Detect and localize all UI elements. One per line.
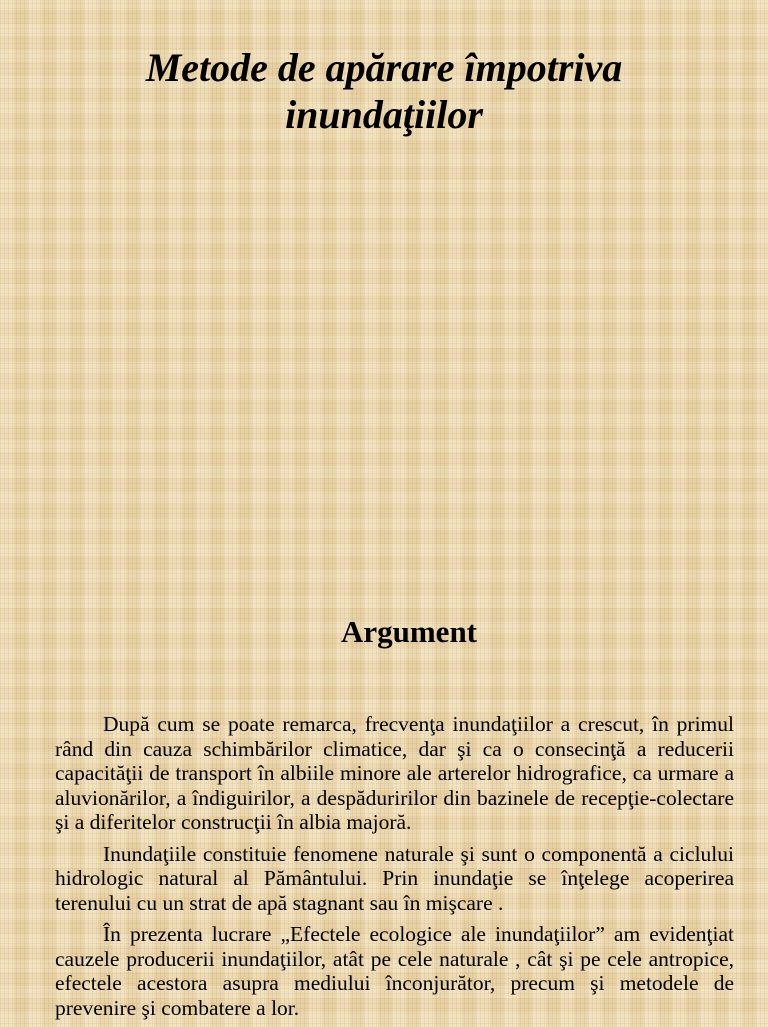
- body-text: [55, 712, 734, 1027]
- title-line-2: inundaţiilor: [285, 92, 483, 137]
- title-line-1: Metode de apărare împotriva: [145, 45, 623, 90]
- paragraph-1: După cum se poate remarca, frecvenţa inundaţiilor a crescut, în primul rând din cauza schimbărilor climatice, dar şi ca o consecinţă a reducerii capacităţii de transport în albiile minore ale arterelor hidrografice, ca urmare a aluvionărilor, a îndiguirilor, a despăduririlor din bazinele de recepţie-colectare şi a diferitelor construcţii în albia majoră.: [55, 712, 734, 834]
- document-title: [0, 44, 768, 138]
- section-heading: Argument: [340, 614, 478, 649]
- paragraph-2: Inundaţiile constituie fenomene naturale şi sunt o componentă a ciclului hidrologic natural al Pământului. Prin inundaţie se înţelege acoperirea terenului cu un strat de apă stagnant sau în mişcare .: [55, 841, 734, 915]
- paragraph-3: În prezenta lucrare „Efectele ecologice ale inundaţiilor” am evidenţiat cauzele producerii inundaţiilor, atât pe cele naturale , cât şi pe cele antropice, efectele acestora asupra mediului înconjurător, precum şi metodele de prevenire şi combatere a lor.: [55, 922, 734, 1020]
